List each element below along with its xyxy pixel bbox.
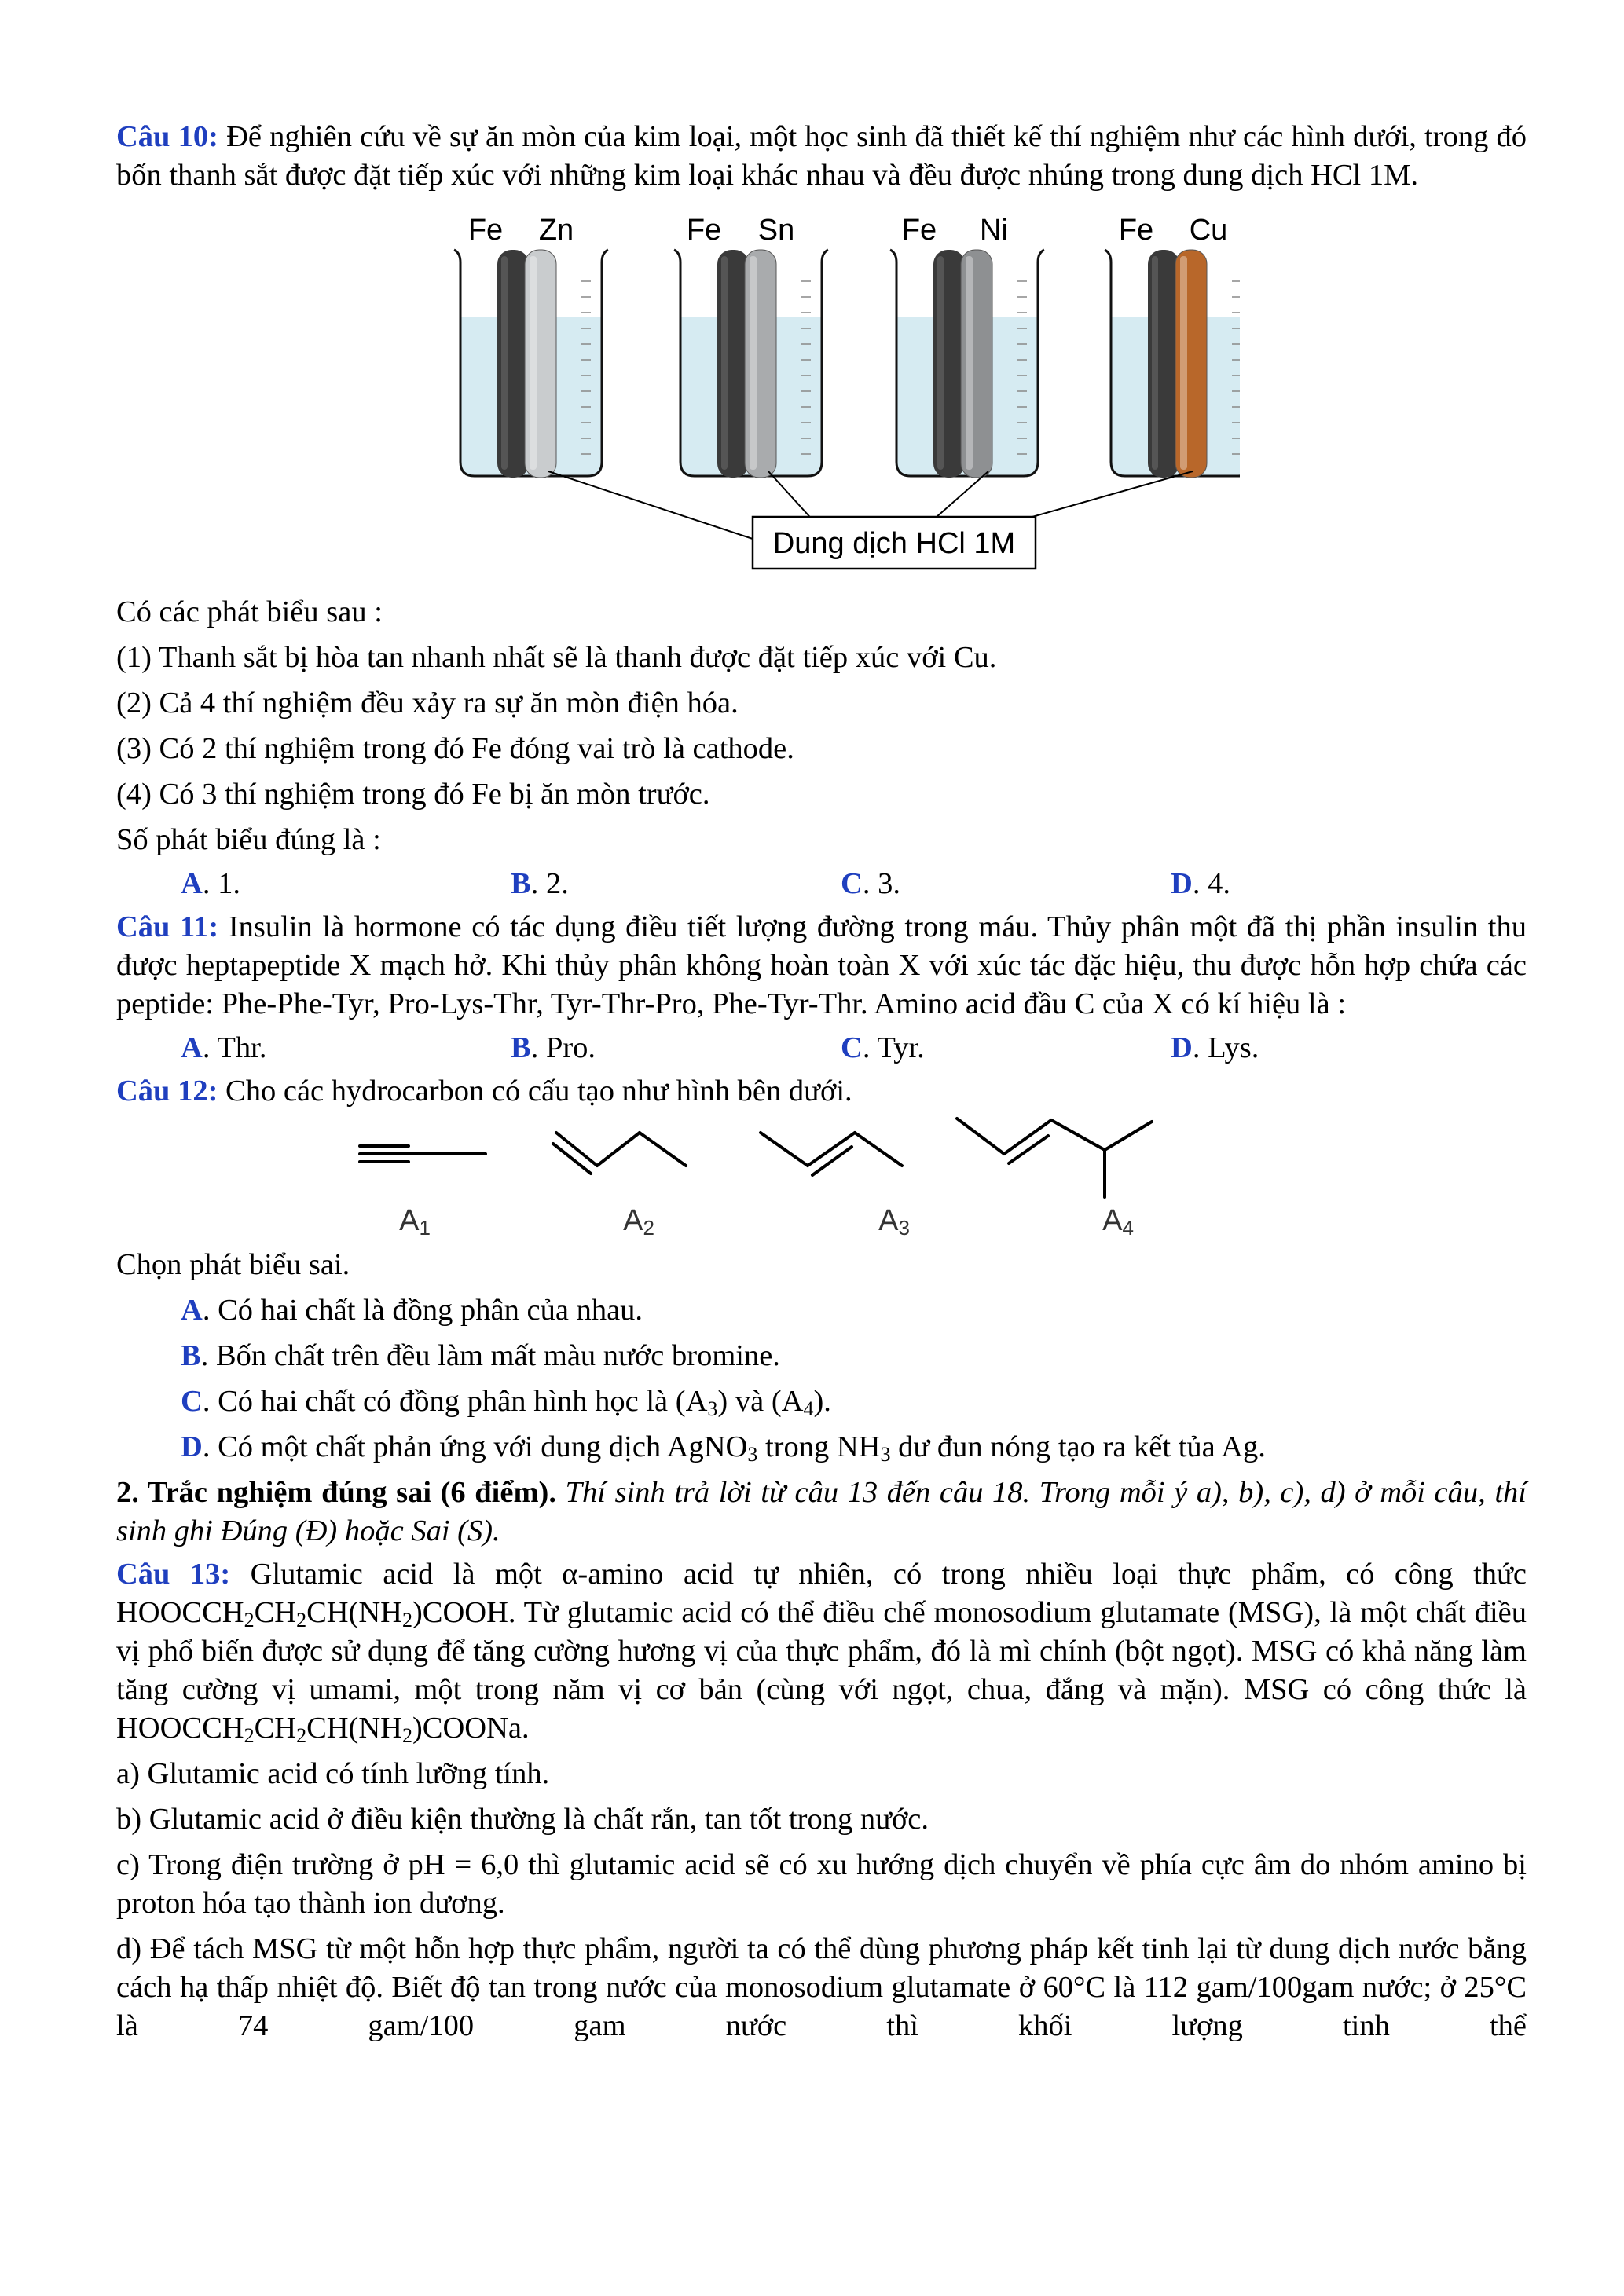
q11-option-c[interactable]: C. Tyr. bbox=[841, 1031, 925, 1064]
metal-label-sn: Sn bbox=[757, 214, 795, 247]
q10-option-a[interactable]: A. 1. bbox=[181, 867, 240, 900]
metal-label-ni: Ni bbox=[980, 214, 1008, 247]
structure-label-a2: A2 bbox=[623, 1204, 654, 1240]
metal-label-fe-1: Fe bbox=[467, 214, 504, 247]
q12-option-b[interactable]: B. Bốn chất trên đều làm mất màu nước bromine. bbox=[181, 1339, 780, 1372]
q10-statement-3: (3) Có 2 thí nghiệm trong đó Fe đóng vai trò là cathode. bbox=[116, 732, 794, 765]
q11-options bbox=[116, 1029, 1527, 1067]
q10-option-d[interactable]: D. 4. bbox=[1171, 867, 1230, 900]
metal-labels bbox=[468, 214, 1227, 247]
question-11 bbox=[116, 908, 1527, 1023]
beaker-3 bbox=[890, 250, 1044, 478]
question-13-label: Câu 13: bbox=[116, 1558, 231, 1591]
question-12 bbox=[116, 1072, 1527, 1111]
structure-a2 bbox=[553, 1133, 686, 1174]
question-11-label: Câu 11: bbox=[116, 910, 219, 943]
section-2-header bbox=[116, 1474, 1527, 1551]
q11-option-d[interactable]: D. Lys. bbox=[1171, 1031, 1259, 1064]
question-12-text: Cho các hydrocarbon có cấu tạo như hình bên dưới. bbox=[225, 1075, 852, 1108]
q11-option-b[interactable]: B. Pro. bbox=[511, 1031, 596, 1064]
structure-label-a3: A3 bbox=[878, 1204, 910, 1240]
corrosion-experiment-figure bbox=[407, 195, 1240, 591]
q10-options bbox=[116, 865, 1527, 903]
question-12-label: Câu 12: bbox=[116, 1075, 218, 1108]
metal-label-fe-3: Fe bbox=[901, 214, 937, 247]
q12-option-a[interactable]: A. Có hai chất là đồng phân của nhau. bbox=[181, 1294, 643, 1327]
q10-statement-4: (4) Có 3 thí nghiệm trong đó Fe bị ăn mòn trước. bbox=[116, 778, 710, 811]
q10-question: Số phát biểu đúng là : bbox=[116, 823, 381, 856]
metal-label-cu: Cu bbox=[1189, 214, 1228, 247]
question-10-text: Để nghiên cứu về sự ăn mòn của kim loại, một học sinh đã thiết kế thí nghiệm như các hình dưới, trong đó bốn thanh sắt được đặt tiếp xúc với những kim loại khác nhau và đều được nhúng trong dung dịch HCl 1M. bbox=[116, 120, 1527, 192]
structure-label-a4: A4 bbox=[1102, 1204, 1134, 1240]
q12-option-d[interactable]: D. Có một chất phản ứng với dung dịch AgNO$_3$ trong $NH_3$ dư đun nóng tạo ra kết tủa Ag. bbox=[181, 1430, 1266, 1466]
q10-statement-1: (1) Thanh sắt bị hòa tan nhanh nhất sẽ là thanh được đặt tiếp xúc với Cu. bbox=[116, 641, 997, 674]
q13-statement-a: a) Glutamic acid có tính lưỡng tính. bbox=[116, 1757, 550, 1790]
q10-intro: Có các phát biểu sau : bbox=[116, 595, 383, 628]
structure-a3 bbox=[761, 1133, 902, 1175]
q13-statement-b: b) Glutamic acid ở điều kiện thường là chất rắn, tan tốt trong nước. bbox=[116, 1803, 929, 1836]
solution-label: Dung dịch HCl 1M bbox=[772, 527, 1016, 560]
beaker-1 bbox=[454, 250, 608, 478]
structure-a4 bbox=[957, 1119, 1152, 1197]
q10-option-b[interactable]: B. 2. bbox=[511, 867, 569, 900]
q12-option-c[interactable]: C. Có hai chất có đồng phân hình học là $(A_3)$ và $(A_4)$. bbox=[181, 1385, 831, 1420]
beaker-2 bbox=[674, 250, 828, 478]
question-10 bbox=[116, 118, 1527, 195]
metal-label-fe-2: Fe bbox=[686, 214, 722, 247]
section-2-title: 2. Trắc nghiệm đúng sai (6 điểm). bbox=[116, 1476, 556, 1509]
q10-option-c[interactable]: C. 3. bbox=[841, 867, 900, 900]
beaker-4 bbox=[1105, 250, 1240, 478]
q11-option-a[interactable]: A. Thr. bbox=[181, 1031, 267, 1064]
metal-label-zn: Zn bbox=[538, 214, 574, 247]
metal-label-fe-4: Fe bbox=[1118, 214, 1154, 247]
hydrocarbon-structures-figure bbox=[352, 1111, 1295, 1244]
question-10-label: Câu 10: bbox=[116, 120, 218, 153]
question-11-text: Insulin là hormone có tác dụng điều tiết lượng đường trong máu. Thủy phân một đã thị phần insulin thu được heptapeptide X mạch hở. Khi thủy phân không hoàn toàn X với xúc tác đặc hiệu, thu được hỗn hợp chứa các peptide: Phe-Phe-Tyr, Pro-Lys-Thr, Tyr-Thr-Pro, Phe-Tyr-Thr. Amino acid đầu C của X có kí hiệu là : bbox=[116, 910, 1527, 1020]
exam-page bbox=[116, 118, 1527, 2045]
section-2-instructions: Thí sinh trả lời từ câu 13 đến câu 18. Trong mỗi ý a), b), c), d) ở mỗi câu, thí sinh ghi Đúng (Đ) hoặc Sai (S). bbox=[116, 1476, 1527, 1547]
q13-statement-d: d) Để tách MSG từ một hỗn hợp thực phẩm, người ta có thể dùng phương pháp kết tinh lại từ dung dịch nước bằng cách hạ thấp nhiệt độ. Biết độ tan trong nước của monosodium glutamate ở 60°C là 112 gam/100gam nước; ở 25°C là 74 gam/100 gam nước thì khối lượng tinh thể bbox=[116, 1932, 1527, 2042]
structure-a1 bbox=[360, 1146, 486, 1162]
q12-prompt: Chọn phát biểu sai. bbox=[116, 1248, 350, 1281]
question-13: Câu 13: Glutamic acid là một α-amino acid tự nhiên, có trong nhiều loại thực phẩm, có công thức $HOOCCH_2CH_2CH(NH_2)COOH$. Từ glutamic acid có thể điều chế monosodium glutamate (MSG), là một chất điều vị phổ biến được sử dụng để tăng cường hương vị của thực phẩm, đó là mì chính (bột ngọt). MSG có khả năng làm tăng cường vị umami, một trong năm vị cơ bản (cùng với ngọt, chua, đắng và mặn). MSG có công thức là $HOOCCH_2CH_2CH(NH_2)COONa$. bbox=[116, 1558, 1527, 1747]
structure-label-a1: A1 bbox=[399, 1204, 431, 1240]
q13-statement-c: c) Trong điện trường ở pH = 6,0 thì glutamic acid sẽ có xu hướng dịch chuyển về phía cực âm do nhóm amino bị proton hóa tạo thành ion dương. bbox=[116, 1848, 1527, 1920]
q10-statement-2: (2) Cả 4 thí nghiệm đều xảy ra sự ăn mòn điện hóa. bbox=[116, 687, 739, 720]
